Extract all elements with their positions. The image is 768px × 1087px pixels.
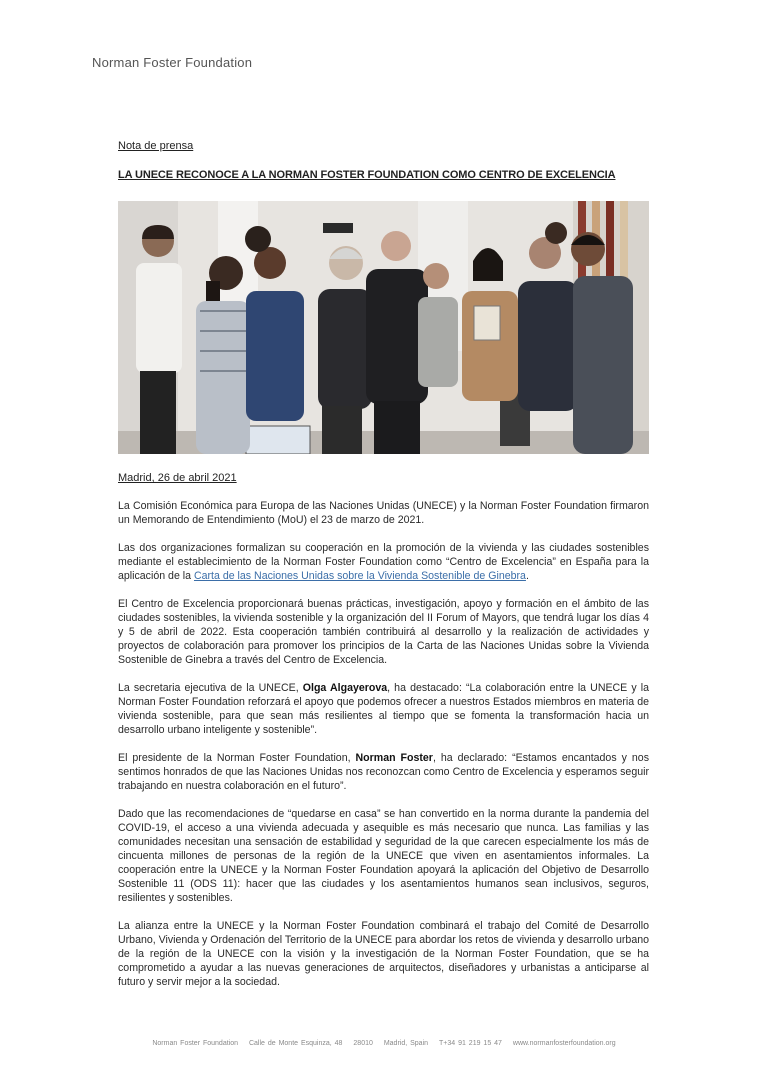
footer-address: Calle de Monte Esquinza, 48: [248, 1040, 343, 1047]
paragraph-7: La alianza entre la UNECE y la Norman Foster Foundation combinará el trabajo del Comité de Desarrollo Urbano, Vivienda y Ordenación del Territorio de la UNECE para abordar los retos de vivienda y desarrollo urbano de la región de la UNECE con la visión y la investigación de la Norman Foster Foundation, que se ha comprometido a ayudar a las nuevas generaciones de arquitectos, diseñadores y urbanistas a anticiparse al futuro y servir mejor a la sociedad.: [118, 920, 649, 988]
paragraph-2: [118, 541, 649, 583]
paragraph-4-quote: , ha destacado: “La colaboración entre la UNECE y la Norman Foster Foundation reforzará el apoyo que podemos ofrecer a nuestros Estados miembros en materia de vivienda sostenible, para que sean más resilientes al tiempo que se fomenta la transformación hacia un desarrollo urbano inteligente y sostenible”.: [118, 682, 649, 736]
press-release-label: Nota de prensa: [118, 140, 194, 152]
speaker-name-foster: Norman Foster: [355, 752, 433, 764]
paragraph-5: [118, 751, 649, 793]
paragraph-6: Dado que las recomendaciones de “quedarse en casa” se han convertido en la norma durante la pandemia del COVID-19, el acceso a una vivienda adecuada y asequible es más necesario que nunca. Las familias y las comunidades necesitan una sensación de estabilidad y seguridad de la que carecen especialmente los más de cincuenta millones de personas de la región de la UNECE que viven en asentamientos informales. La cooperación entre la UNECE y la Norman Foster Foundation apoyará la aplicación del Objetivo de Desarrollo Sostenible 11 (ODS 11): hacer que las ciudades y los asentamientos humanos sean inclusivos, seguros, resilientes y sostenibles.: [118, 808, 649, 904]
foundation-logo: Norman Foster Foundation: [92, 55, 253, 70]
geneva-charter-link[interactable]: Carta de las Naciones Unidas sobre la Vivienda Sostenible de Ginebra: [193, 570, 526, 582]
footer-city: Madrid, Spain: [383, 1040, 429, 1047]
headline: LA UNECE RECONOCE A LA NORMAN FOSTER FOUNDATION COMO CENTRO DE EXCELENCIA: [118, 169, 616, 181]
paragraph-5-quote: , ha declarado: “Estamos encantados y nos sentimos honrados de que las Naciones Unidas nos reconozcan como Centro de Excelencia y esperamos seguir trabajando en nuestra colaboración en el futuro”.: [118, 752, 649, 792]
page-footer: [0, 1040, 768, 1047]
paragraph-5-intro: El presidente de la Norman Foster Foundation,: [118, 752, 356, 764]
group-photo-illustration: [118, 201, 649, 454]
paragraph-2-end: .: [525, 570, 529, 582]
press-release: [118, 140, 649, 1003]
paragraph-3: El Centro de Excelencia proporcionará buenas prácticas, investigación, apoyo y formación en el ámbito de las ciudades sostenibles, la vivienda sostenible y la organización del II Forum of Mayors, que tendrá lugar los días 4 y 5 de abril de 2022. Esta cooperación también contribuirá al desarrollo y la realización de actividades y proyectos de colaboración para promover los principios de la Carta de las Naciones Unidas sobre la Vivienda Sostenible de Ginebra a través del Centro de Excelencia.: [118, 598, 649, 666]
paragraph-1: La Comisión Económica para Europa de las Naciones Unidas (UNECE) y la Norman Foster Foundation firmaron un Memorando de Entendimiento (MoU) el 23 de marzo de 2021.: [118, 500, 649, 526]
group-photo: [118, 201, 649, 454]
paragraph-2-text: Las dos organizaciones formalizan su cooperación en la promoción de la vivienda y las ciudades sostenibles mediante el establecimiento de la Norman Foster Foundation como “Centro de Excelencia” en España para la aplicación de la: [118, 542, 649, 582]
footer-postcode: 28010: [353, 1040, 373, 1047]
footer-web: www.normanfosterfoundation.org: [512, 1040, 616, 1047]
paragraph-4: [118, 681, 649, 737]
paragraph-4-intro: La secretaria ejecutiva de la UNECE,: [118, 682, 303, 694]
footer-org: Norman Foster Foundation: [152, 1040, 238, 1047]
footer-phone: T+34 91 219 15 47: [438, 1040, 502, 1047]
dateline: Madrid, 26 de abril 2021: [118, 472, 237, 484]
speaker-name-algayerova: Olga Algayerova: [302, 682, 388, 694]
